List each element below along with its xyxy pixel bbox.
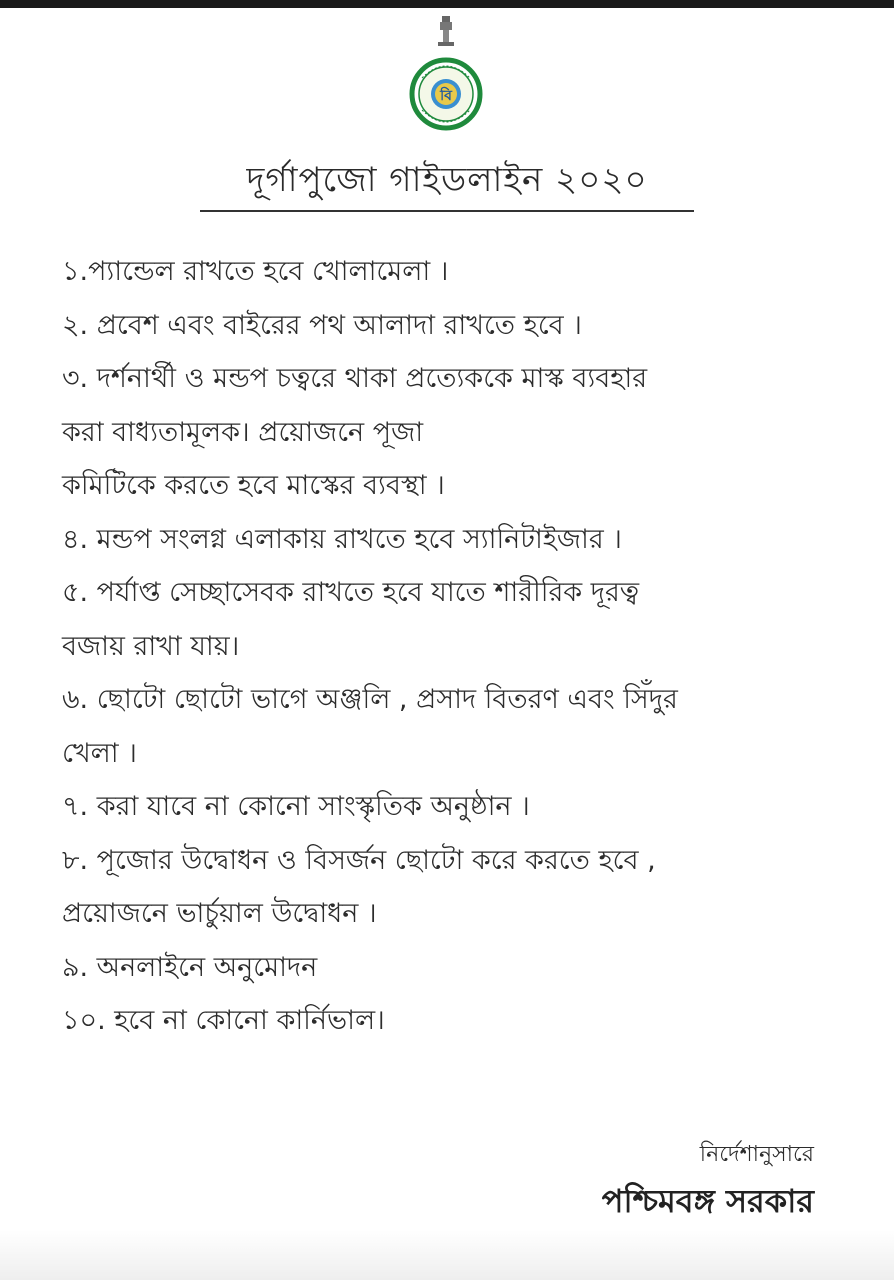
guideline-line: ২. প্রবেশ এবং বাইরের পথ আলাদা রাখতে হবে ।	[62, 309, 582, 341]
guideline-line: ৭. করা যাবে না কোনো সাংস্কৃতিক অনুষ্ঠান ।	[62, 791, 530, 822]
top-status-bar	[0, 0, 894, 8]
emblem	[400, 14, 492, 134]
guideline-line: ৫. পর্যাপ্ত সেচ্ছাসেবক রাখতে হবে যাতে শারীরিক দূরত্ব	[62, 577, 640, 608]
guideline-line: প্রয়োজনে ভার্চুয়াল উদ্বোধন ।	[62, 898, 377, 929]
west-bengal-govt-emblem-icon	[400, 14, 492, 134]
guideline-line: ৩. দর্শনার্থী ও মন্ডপ চত্বরে থাকা প্রত্যেককে মাস্ক ব্যবহার	[62, 363, 648, 394]
guideline-list	[62, 245, 862, 1048]
guideline-line: কমিটিকে করতে হবে মাস্কের ব্যবস্থা ।	[62, 470, 445, 501]
guideline-line: খেলা ।	[62, 737, 137, 769]
guideline-line: ৯. অনলাইনে অনুমোদন	[62, 951, 318, 983]
page-title: দূর্গাপুজো গাইডলাইন ২০২০	[200, 150, 694, 212]
guideline-line: ১০. হবে না কোনো কার্নিভাল।	[62, 1005, 385, 1036]
bottom-edge	[0, 1230, 894, 1280]
guideline-line: ৮. পূজোর উদ্বোধন ও বিসর্জন ছোটো করে করতে হবে ,	[62, 844, 656, 876]
guideline-line: ৪. মন্ডপ সংলগ্ন এলাকায় রাখতে হবে স্যানিটাইজার ।	[62, 523, 622, 555]
signature-note: নির্দেশানুসারে	[699, 1142, 814, 1167]
guideline-line: বজায় রাখা যায়।	[62, 630, 240, 662]
guideline-line: ৬. ছোটো ছোটো ভাগে অঞ্জলি , প্রসাদ বিতরণ এবং সিঁদুর	[62, 684, 678, 715]
emblem-letter: বি	[440, 88, 452, 104]
guideline-line: ১.প্যান্ডেল রাখতে হবে খোলামেলা ।	[62, 256, 449, 287]
signature-authority: পশ্চিমবঙ্গ সরকার	[601, 1182, 814, 1220]
signature-block	[514, 1135, 814, 1227]
guideline-line: করা বাধ্যতামূলক। প্রয়োজনে পূজা	[62, 416, 424, 448]
